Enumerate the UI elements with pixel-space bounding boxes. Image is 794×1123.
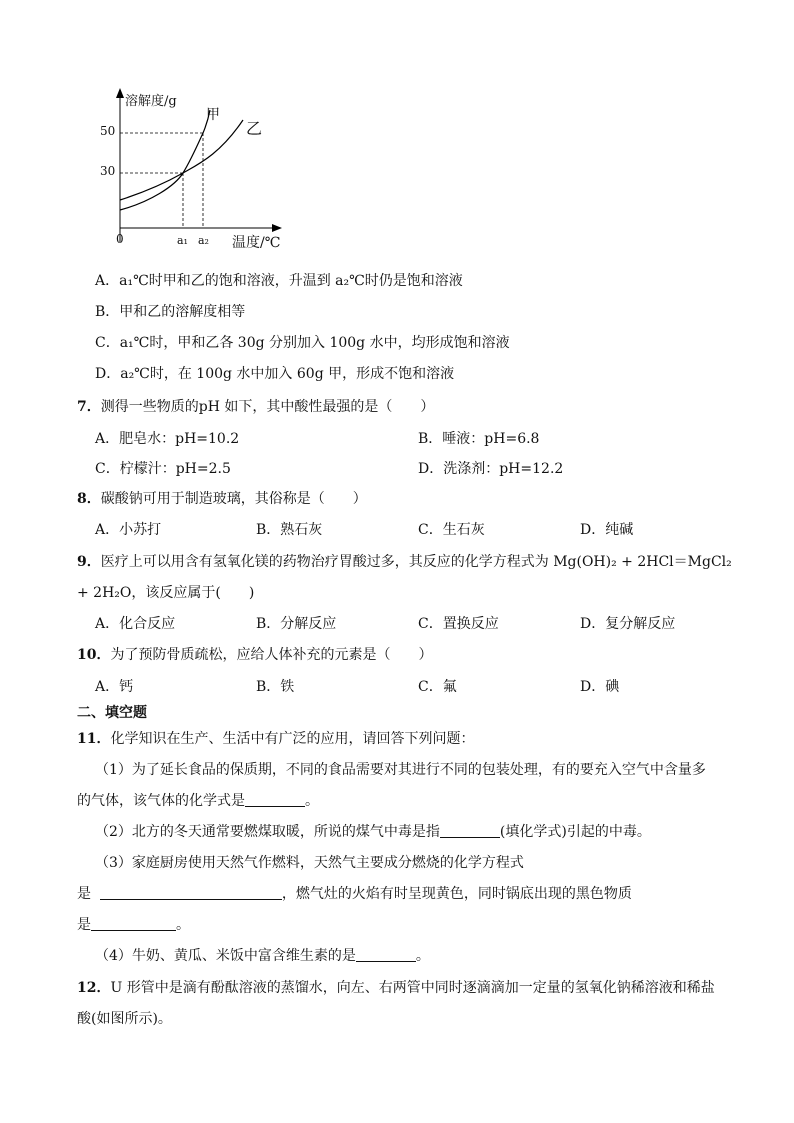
q11-part3-shi: 是 — [77, 886, 91, 902]
chart-ylabel: 溶解度/g — [125, 94, 177, 109]
x-axis-arrow — [272, 224, 282, 232]
q9-option-b: B．分解反应 — [256, 616, 337, 632]
q6-option-c: C．a₁℃时，甲和乙各 30g 分别加入 100g 水中，均形成饱和溶液 — [95, 335, 510, 351]
q11-part4-text: （4）牛奶、黄瓜、米饭中富含维生素的是 — [95, 948, 356, 964]
q12-text-1: U 形管中是滴有酚酞溶液的蒸馏水，向左、右两管中同时逐滴滴加一定量的氢氧化钠稀溶液和稀盐 — [110, 980, 715, 996]
q10-number: 10． — [77, 647, 111, 663]
q9-text-1: 医疗上可以用含有氢氧化镁的药物治疗胃酸过多，其反应的化学方程式为 Mg(OH)₂ + 2HCl＝MgCl₂ — [100, 554, 732, 570]
q8-option-a: A．小苏打 — [95, 522, 162, 538]
curve-yi — [120, 120, 243, 200]
q11-part1-text: 的气体，该气体的化学式是 — [77, 793, 245, 809]
answer-blank-2[interactable] — [440, 823, 500, 838]
q6-option-b: B．甲和乙的溶解度相等 — [95, 304, 246, 320]
q9-stem-line1 — [77, 551, 732, 571]
y-axis-arrow — [116, 88, 124, 98]
q10-option-d: D．碘 — [580, 679, 620, 695]
q6-option-a: A．a₁℃时甲和乙的饱和溶液，升温到 a₂℃时仍是饱和溶液 — [95, 273, 463, 289]
xtick-a1: a₁ — [177, 234, 188, 247]
q11-part3-shi-2: 是 — [77, 917, 91, 933]
series-label-yi: 乙 — [246, 119, 263, 138]
chart-xlabel: 温度/℃ — [232, 235, 281, 251]
ytick-30: 30 — [100, 164, 116, 178]
solubility-chart — [95, 82, 295, 257]
q11-part4 — [95, 945, 430, 965]
q9-option-d: D．复分解反应 — [580, 616, 676, 632]
q8-stem — [77, 488, 367, 508]
q7-stem — [77, 396, 434, 416]
q10-option-b: B．铁 — [256, 679, 295, 695]
q11-part1-line1: （1）为了延长食品的保质期，不同的食品需要对其进行不同的包装处理，有的要充入空气中含量多 — [95, 762, 706, 778]
ytick-50: 50 — [100, 124, 116, 138]
q9-number: 9． — [77, 554, 101, 570]
q7-option-c: C．柠檬汁：pH=2.5 — [95, 461, 231, 477]
q10-text: 为了预防骨质疏松，应给人体补充的元素是（ ） — [110, 647, 433, 663]
q11-part3-end: 。 — [176, 917, 190, 933]
q11-part1-line2 — [77, 790, 319, 810]
answer-blank-1[interactable] — [245, 792, 305, 807]
q11-part3-line1: （3）家庭厨房使用天然气作燃料，天然气主要成分燃烧的化学方程式 — [95, 855, 524, 871]
q11-part3-text: ，燃气灶的火焰有时呈现黄色，同时锅底出现的黑色物质 — [281, 886, 632, 902]
q7-text: 测得一些物质的pH 如下，其中酸性最强的是（ ） — [100, 399, 435, 415]
q11-text: 化学知识在生产、生活中有广泛的应用，请回答下列问题： — [110, 731, 475, 747]
q8-option-b: B．熟石灰 — [256, 522, 323, 538]
section-heading: 二、填空题 — [77, 705, 147, 721]
chart-origin: 0 — [116, 232, 124, 246]
q12-number: 12． — [77, 980, 111, 996]
q11-stem — [77, 728, 474, 748]
q11-part2-end: (填化学式)引起的中毒。 — [499, 824, 651, 840]
series-label-jia: 甲 — [206, 107, 220, 123]
q7-option-d: D．洗涤剂：pH=12.2 — [418, 461, 564, 477]
q11-part3-line2 — [77, 883, 632, 903]
q6-option-d: D．a₂℃时，在 100g 水中加入 60g 甲，形成不饱和溶液 — [95, 366, 455, 382]
q8-text: 碳酸钠可用于制造玻璃，其俗称是（ ） — [100, 491, 367, 507]
q8-number: 8． — [77, 491, 101, 507]
q9-option-a: A．化合反应 — [95, 616, 176, 632]
q12-stem-line1 — [77, 977, 715, 997]
q7-option-b: B．唾液：pH=6.8 — [418, 431, 540, 447]
answer-blank-5[interactable] — [356, 947, 416, 962]
q11-part2-text: （2）北方的冬天通常要燃煤取暖，所说的煤气中毒是指 — [95, 824, 440, 840]
answer-blank-4[interactable] — [91, 916, 176, 931]
q10-option-a: A．钙 — [95, 679, 134, 695]
q8-option-c: C．生石灰 — [418, 522, 485, 538]
q11-number: 11． — [77, 731, 111, 747]
q11-part2 — [95, 821, 651, 841]
q11-part4-end: 。 — [415, 948, 430, 964]
q10-stem — [77, 644, 432, 664]
q9-stem-line2: + 2H₂O，该反应属于( ) — [77, 585, 255, 601]
q11-part1-end: 。 — [305, 793, 319, 809]
xtick-a2: a₂ — [198, 234, 209, 247]
q7-option-a: A．肥皂水：pH=10.2 — [95, 431, 240, 447]
answer-blank-3[interactable] — [100, 885, 282, 900]
q12-stem-line2: 酸(如图所示)。 — [77, 1011, 172, 1027]
q9-option-c: C．置换反应 — [418, 616, 499, 632]
q7-number: 7． — [77, 399, 101, 415]
q11-part3-line3 — [77, 914, 190, 934]
q10-option-c: C．氟 — [418, 679, 457, 695]
q8-option-d: D．纯碱 — [580, 522, 634, 538]
